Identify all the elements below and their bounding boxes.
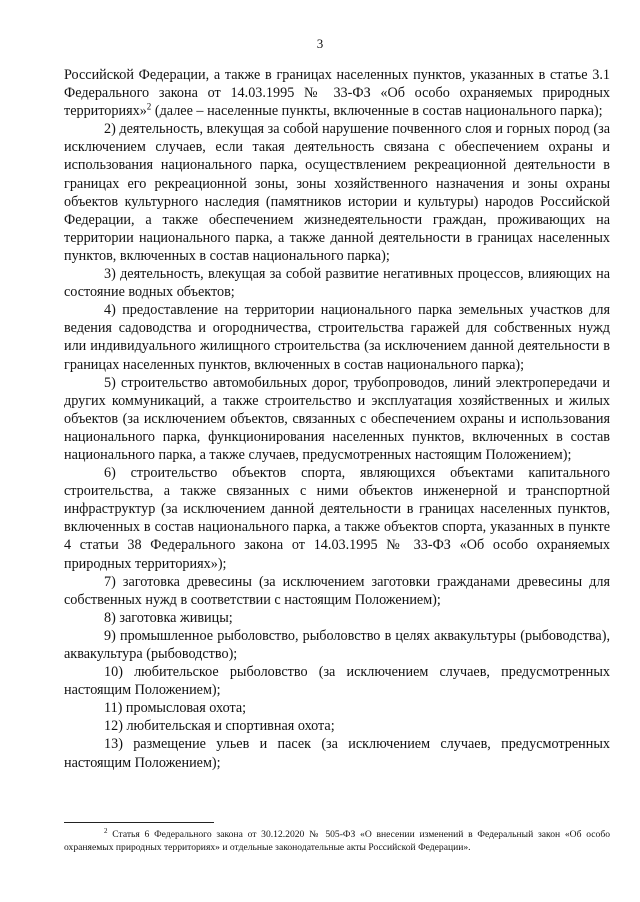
footnote-text: Статья 6 Федерального закона от 30.12.2020 № 505-ФЗ «О внесении изменений в Федеральный закон «Об особо охраняемых природных территориях» и отдельные законодательные акты Российской Федерации». <box>64 829 610 853</box>
paragraph-5: 5) строительство автомобильных дорог, трубопроводов, линий электропередачи и других коммуникаций, а также строительство и эксплуатация хозяйственных и жилых объектов (за исключением объектов, связанных с обеспечением охраны и использования национального парка, функционирования населенных пунктов, включенных в состав национального парка, а также случаев, предусмотренных настоящим Положением); <box>64 374 610 463</box>
footnote-divider <box>64 822 214 823</box>
paragraph-4: 4) предоставление на территории национального парка земельных участков для ведения садоводства и огородничества, строительства гаражей для собственных нужд или индивидуального жилищного строительства (за исключением данной деятельности в границах населенных пунктов, включенных в состав национального парка); <box>64 302 610 373</box>
paragraph-7: 7) заготовка древесины (за исключением заготовки гражданами древесины для собственных нужд в соответствии с настоящим Положением); <box>64 573 610 608</box>
paragraph-6: 6) строительство объектов спорта, являющихся объектами капитального строительства, а также связанных с ними объектов инженерной и транспортной инфраструктур (за исключением данной деятельности в границах населенных пунктов, включенных в состав национального парка, а также объектов спорта, указанных в пункте 4 статьи 38 Федерального закона от 14.03.1995 № 33-ФЗ «Об особо охраняемых природных территориях»); <box>64 465 610 572</box>
paragraph-9: 9) промышленное рыболовство, рыболовство в целях аквакультуры (рыбоводства), аквакультура (рыбоводство); <box>64 627 610 662</box>
paragraph-1-text-after: (далее – населенные пункты, включенные в состав национального парка); <box>151 103 603 120</box>
body-text <box>64 66 610 772</box>
paragraph-12: 12) любительская и спортивная охота; <box>104 718 335 735</box>
paragraph-1-text: Российской Федерации, а также в границах населенных пунктов, указанных в статье 3.1 Федерального закона от 14.03.1995 № 33-ФЗ «Об особо охраняемых природных территориях» <box>64 67 610 120</box>
paragraph-8: 8) заготовка живицы; <box>104 609 233 626</box>
paragraph-1 <box>64 66 610 120</box>
paragraph-2: 2) деятельность, влекущая за собой нарушение почвенного слоя и горных пород (за исключением случаев, если такая деятельность связана с обеспечением охраны и использования национального парка, осуществлением рекреационной деятельности в границах его рекреационной зоны, зоны хозяйственного назначения и зоны охраны объектов культурного наследия (памятников истории и культуры) народов Российской Федерации, а также обеспечением жизнедеятельности граждан, проживающих на территории национального парка, а также данной деятельности в границах населенных пунктов, включенных в состав национального парка); <box>64 121 610 264</box>
footnote-mark: 2 <box>104 826 108 835</box>
page-number: 3 <box>316 36 324 51</box>
footnote-reference: 2 <box>146 101 152 112</box>
paragraph-10: 10) любительское рыболовство (за исключением случаев, предусмотренных настоящим Положением); <box>64 664 610 699</box>
footnote <box>64 828 610 854</box>
paragraph-11: 11) промысловая охота; <box>104 700 247 717</box>
paragraph-13: 13) размещение ульев и пасек (за исключением случаев, предусмотренных настоящим Положением); <box>64 736 610 771</box>
paragraph-3: 3) деятельность, влекущая за собой развитие негативных процессов, влияющих на состояние водных объектов; <box>64 266 610 301</box>
